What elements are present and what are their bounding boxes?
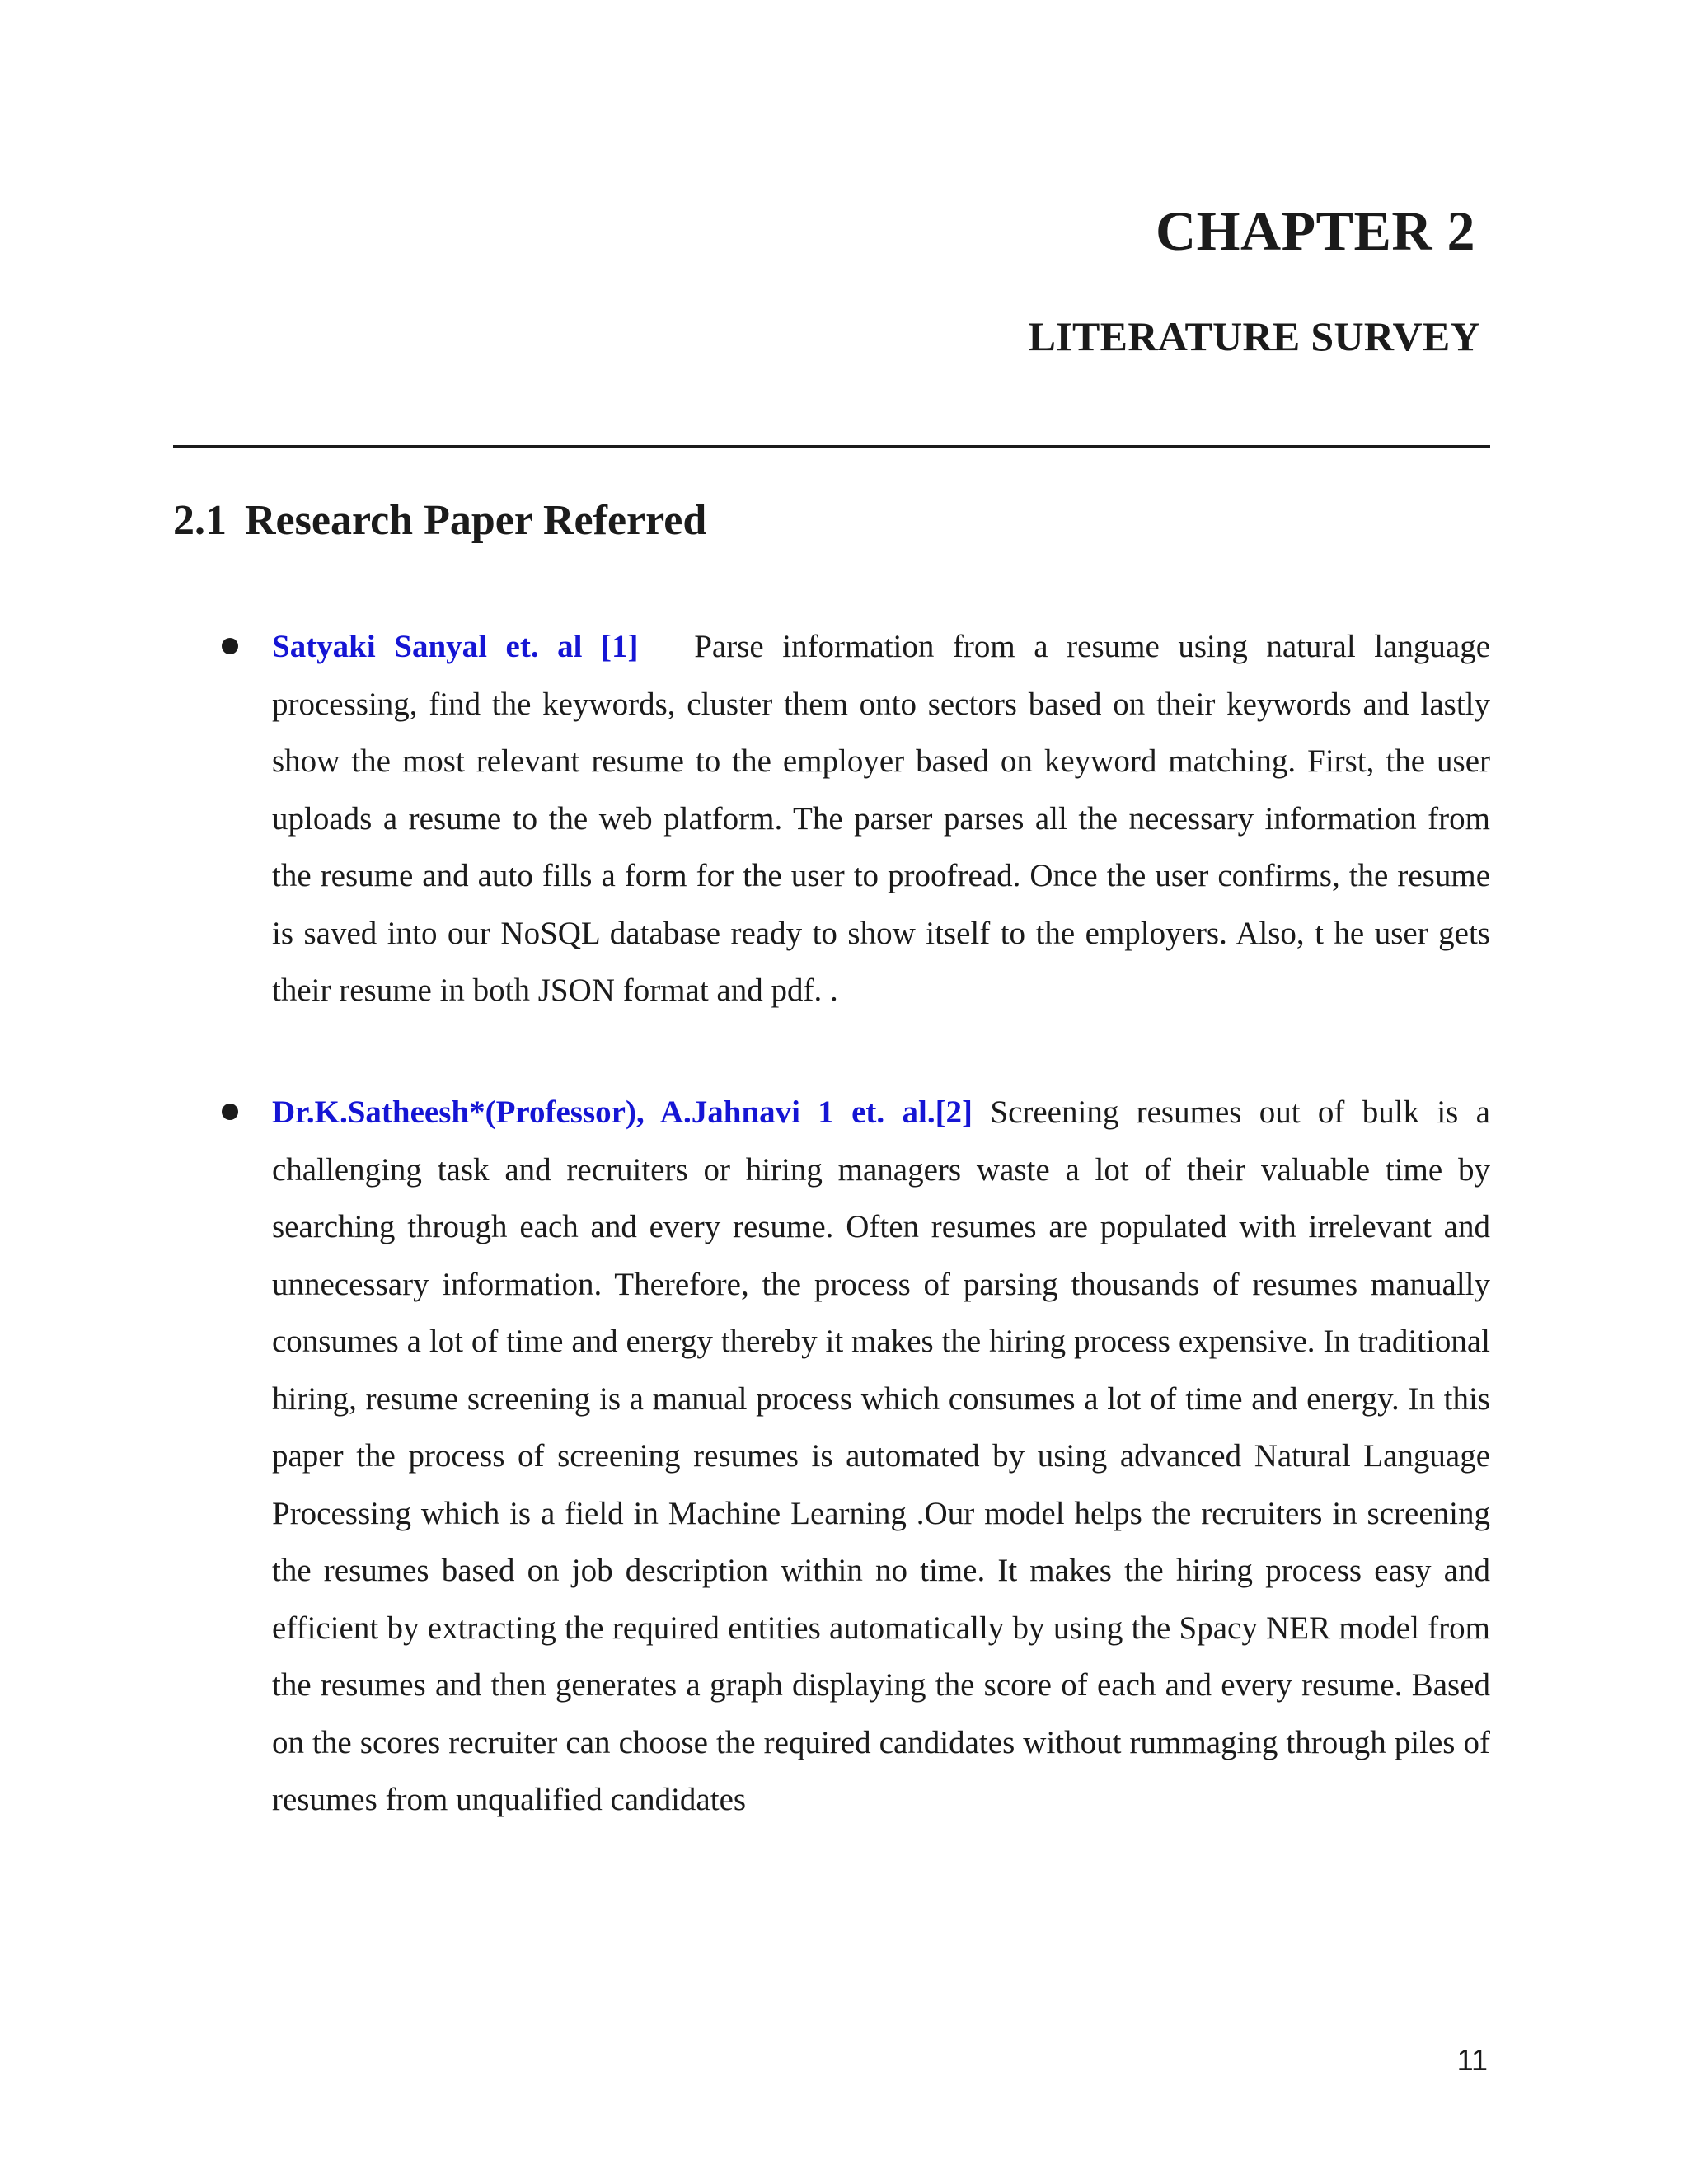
reference-entry <box>272 618 1490 1019</box>
bullet-icon <box>222 638 238 654</box>
section-title: Research Paper Referred <box>245 497 707 544</box>
chapter-subtitle: LITERATURE SURVEY <box>1028 313 1480 359</box>
entry-text: Screening resumes out of bulk is a challenging task and recruiters or hiring managers waste a lot of their valuable time by searching through each and every resume. Often resumes are populated with irrelevant and unnecessary information. Therefore, the process of parsing thousands of resumes manually consumes a lot of time and energy thereby it makes the hiring process expensive. In traditional hiring, resume screening is a manual process which consumes a lot of time and energy. In this paper the process of screening resumes is automated by using advanced Natural Language Processing which is a field in Machine Learning .Our model helps the recruiters in screening the resumes based on job description within no time. It makes the hiring process easy and efficient by extracting the required entities automatically by using the Spacy NER model from the resumes and then generates a graph displaying the score of each and every resume. Based on the scores recruiter can choose the required candidates without rummaging through piles of resumes from unqualified candidates <box>272 1094 1490 1817</box>
section-number: 2.1 <box>173 497 227 544</box>
reference-entry <box>272 1084 1490 1829</box>
page-number: 11 <box>1456 2043 1488 2077</box>
citation-label: Dr.K.Satheesh*(Professor), A.Jahnavi 1 et. al.[2] <box>272 1094 973 1130</box>
chapter-title: CHAPTER 2 <box>1156 199 1475 262</box>
entry-text: Parse information from a resume using natural language processing, find the keywords, cluster them onto sectors based on their keywords and lastly show the most relevant resume to the employer based on keyword matching. First, the user uploads a resume to the web platform. The parser parses all the necessary information from the resume and auto fills a form for the user to proofread. Once the user confirms, the resume is saved into our NoSQL database ready to show itself to the employers. Also, t he user gets their resume in both JSON format and pdf. . <box>272 629 1491 1008</box>
horizontal-divider <box>173 445 1490 448</box>
section-heading <box>173 494 706 547</box>
citation-label: Satyaki Sanyal et. al [1] <box>272 629 639 664</box>
bullet-icon <box>222 1104 238 1120</box>
